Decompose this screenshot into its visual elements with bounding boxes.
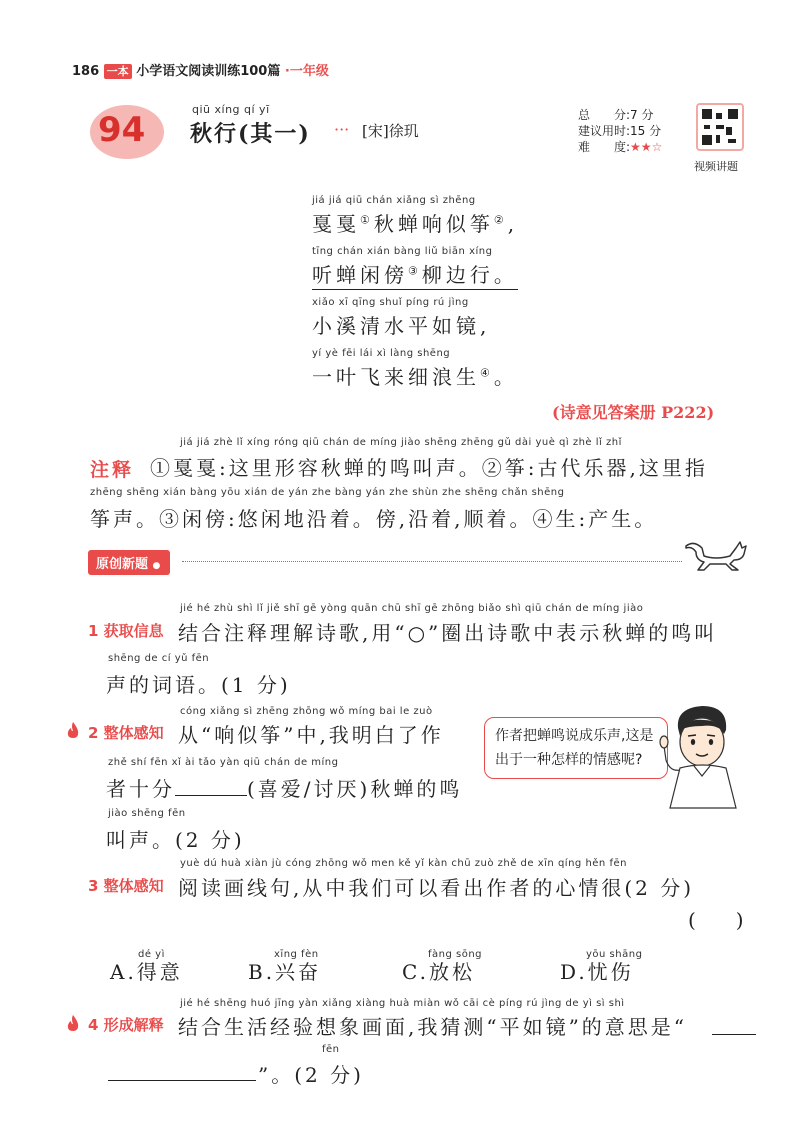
- translation-ref: (诗意见答案册 P222): [552, 403, 715, 422]
- q4-category: 形成解释: [103, 1016, 164, 1034]
- page-header: [72, 60, 329, 79]
- q2-answer-blank[interactable]: [175, 795, 247, 796]
- total-value: 7 分: [630, 108, 654, 122]
- lesson-number: 94: [98, 110, 146, 150]
- notes-line2-pinyin: zhēng shēng xián bàng yōu xián de yán zhe bàng yán zhe shùn zhe shēng chǎn shēng: [90, 487, 565, 498]
- option-a[interactable]: A.得意: [110, 960, 183, 984]
- poem-text: 秋蝉响似筝: [373, 212, 494, 236]
- q2-line2: [106, 773, 462, 802]
- poem-text: 戛戛: [312, 212, 360, 236]
- q4-number: 4: [88, 1016, 99, 1034]
- flame-icon: [66, 1014, 80, 1032]
- poem-text: 一叶飞来细浪生: [312, 365, 480, 389]
- section-banner-label: 原创新题: [96, 557, 149, 572]
- qr-label[interactable]: 视频讲题: [694, 160, 738, 173]
- q2-line1: 从“响似筝”中,我明白了作: [178, 723, 444, 747]
- q4-answer-blank-2[interactable]: [108, 1080, 256, 1081]
- page-number: 186: [72, 64, 100, 79]
- q3-number: 3: [88, 877, 99, 895]
- poem-punct: ,: [480, 314, 491, 338]
- total-label: 总 分:: [578, 108, 631, 122]
- q4-answer-blank-1[interactable]: [712, 1034, 756, 1035]
- poem-punct: 。: [493, 365, 518, 389]
- q3-options: [110, 942, 730, 992]
- difficulty-stars: ★★☆: [630, 140, 663, 154]
- speech-bubble: [484, 717, 668, 779]
- section-divider: [182, 561, 682, 562]
- q1-category: 获取信息: [103, 622, 164, 640]
- book-title: 小学语文阅读训练100篇: [136, 64, 281, 79]
- option-c[interactable]: C.放松: [402, 960, 475, 984]
- q4-line1-pinyin: jié hé shēng huó jīng yàn xiǎng xiàng huà miàn wǒ cāi cè píng rú jìng de yì sì shì: [180, 998, 625, 1009]
- poem-text: 柳边行: [421, 263, 494, 287]
- poem-author: [宋]徐玑: [362, 122, 419, 140]
- q4-line1: 结合生活经验想象画面,我猜测“平如镜”的意思是“: [178, 1015, 688, 1039]
- notes-line1: ①戛戛:这里形容秋蝉的鸣叫声。②筝:古代乐器,这里指: [150, 456, 708, 480]
- poem-line-2: [312, 246, 518, 290]
- notes-line2: 筝声。③闲傍:悠闲地沿着。傍,沿着,顺着。④生:产生。: [90, 507, 658, 531]
- q1-number: 1: [88, 622, 99, 640]
- poem-punct: 。: [493, 263, 518, 287]
- q3-line1-pinyin: yuè dú huà xiàn jù cóng zhōng wǒ men kě yǐ kàn chū zuò zhě de xīn qíng hěn fēn: [180, 858, 627, 869]
- note-marker: ②: [493, 213, 508, 227]
- option-pinyin: dé yì: [138, 949, 165, 960]
- poem-line-pinyin: yí yè fēi lái xì làng shēng: [312, 348, 451, 359]
- note-marker: ①: [360, 213, 374, 227]
- option-pinyin: fàng sōng: [428, 949, 483, 960]
- notes-label: 注释: [90, 459, 135, 481]
- q3-answer-paren[interactable]: ( ): [688, 908, 744, 932]
- poem-line-3: [312, 297, 490, 339]
- q4-label: [88, 1014, 164, 1035]
- poem-line-4: [312, 348, 518, 390]
- q2-category: 整体感知: [103, 724, 164, 742]
- q3-label: [88, 875, 164, 896]
- q4-line2: ”。(2 分): [258, 1063, 364, 1087]
- notes-line1-pinyin: jiá jiá zhè lǐ xíng róng qiū chán de míng jiào shēng zhēng gǔ dài yuè qì zhè lǐ zhǐ: [180, 437, 622, 448]
- option-d[interactable]: D.忧伤: [560, 960, 634, 984]
- q3-line1: 阅读画线句,从中我们可以看出作者的心情很(2 分): [178, 876, 695, 900]
- boy-illustration: [656, 700, 756, 810]
- poem-text: 听蝉闲傍: [312, 263, 408, 287]
- qr-code-icon[interactable]: [696, 103, 744, 151]
- time-value: 15 分: [630, 124, 662, 138]
- difficulty-label: 难 度:: [578, 140, 631, 154]
- q1-line2-pinyin: shēng de cí yǔ fēn: [108, 653, 210, 664]
- poem-line-pinyin: jiá jiá qiū chán xiǎng sì zhēng: [312, 195, 476, 206]
- poem-line-pinyin: xiǎo xī qīng shuǐ píng rú jìng: [312, 297, 469, 308]
- poem-line-1: [312, 195, 518, 237]
- speech-bubble-text: 作者把蝉鸣说成乐声,这是出于一种怎样的情感呢?: [495, 728, 654, 768]
- series-tag: 一本: [104, 64, 132, 79]
- option-pinyin: yōu shāng: [586, 949, 643, 960]
- q1-line1-pinyin: jié hé zhù shì lǐ jiě shī gē yòng quān chū shī gē zhōng biǎo shì qiū chán de míng jiào: [180, 603, 644, 614]
- q2-line2-b: (喜爱/讨厌)秋蝉的鸣: [247, 777, 463, 801]
- grade-label: ·一年级: [284, 64, 329, 79]
- option-b[interactable]: B.兴奋: [248, 960, 322, 984]
- q2-line2-a: 者十分: [106, 777, 175, 801]
- q2-line1-pinyin: cóng xiǎng sì zhēng zhōng wǒ míng bai le zuò: [180, 706, 433, 717]
- q2-line3: 叫声。(2 分): [106, 828, 245, 852]
- q2-line2-pinyin: zhě shí fēn xǐ ài tǎo yàn qiū chán de míng: [108, 757, 339, 768]
- note-marker: ③: [408, 264, 422, 278]
- poem-text: 小溪清水平如镜: [312, 314, 480, 338]
- q2-number: 2: [88, 724, 99, 742]
- q2-label: [88, 722, 164, 743]
- title-dots: ···: [334, 120, 350, 139]
- lesson-title: 秋行(其一): [190, 121, 311, 147]
- section-banner: 原创新题 ●: [88, 550, 170, 575]
- time-label: 建议用时:: [578, 124, 631, 138]
- note-marker: ④: [480, 366, 494, 380]
- info-box: [578, 107, 662, 155]
- poem-punct: ,: [507, 212, 519, 236]
- cat-icon: [682, 536, 752, 572]
- poem-line-pinyin: tīng chán xián bàng liǔ biān xíng: [312, 246, 493, 257]
- q1-label: [88, 620, 164, 641]
- option-pinyin: xīng fèn: [274, 949, 319, 960]
- flame-icon: [66, 721, 80, 739]
- q2-line3-pinyin: jiào shēng fēn: [108, 808, 186, 819]
- q1-line1: 结合注释理解诗歌,用“○”圈出诗歌中表示秋蝉的鸣叫: [178, 621, 718, 645]
- title-pinyin: qiū xíng qí yī: [192, 103, 270, 116]
- q4-line2-pinyin: fēn: [322, 1044, 340, 1055]
- q1-line2: 声的词语。(1 分): [106, 673, 291, 697]
- q3-category: 整体感知: [103, 877, 164, 895]
